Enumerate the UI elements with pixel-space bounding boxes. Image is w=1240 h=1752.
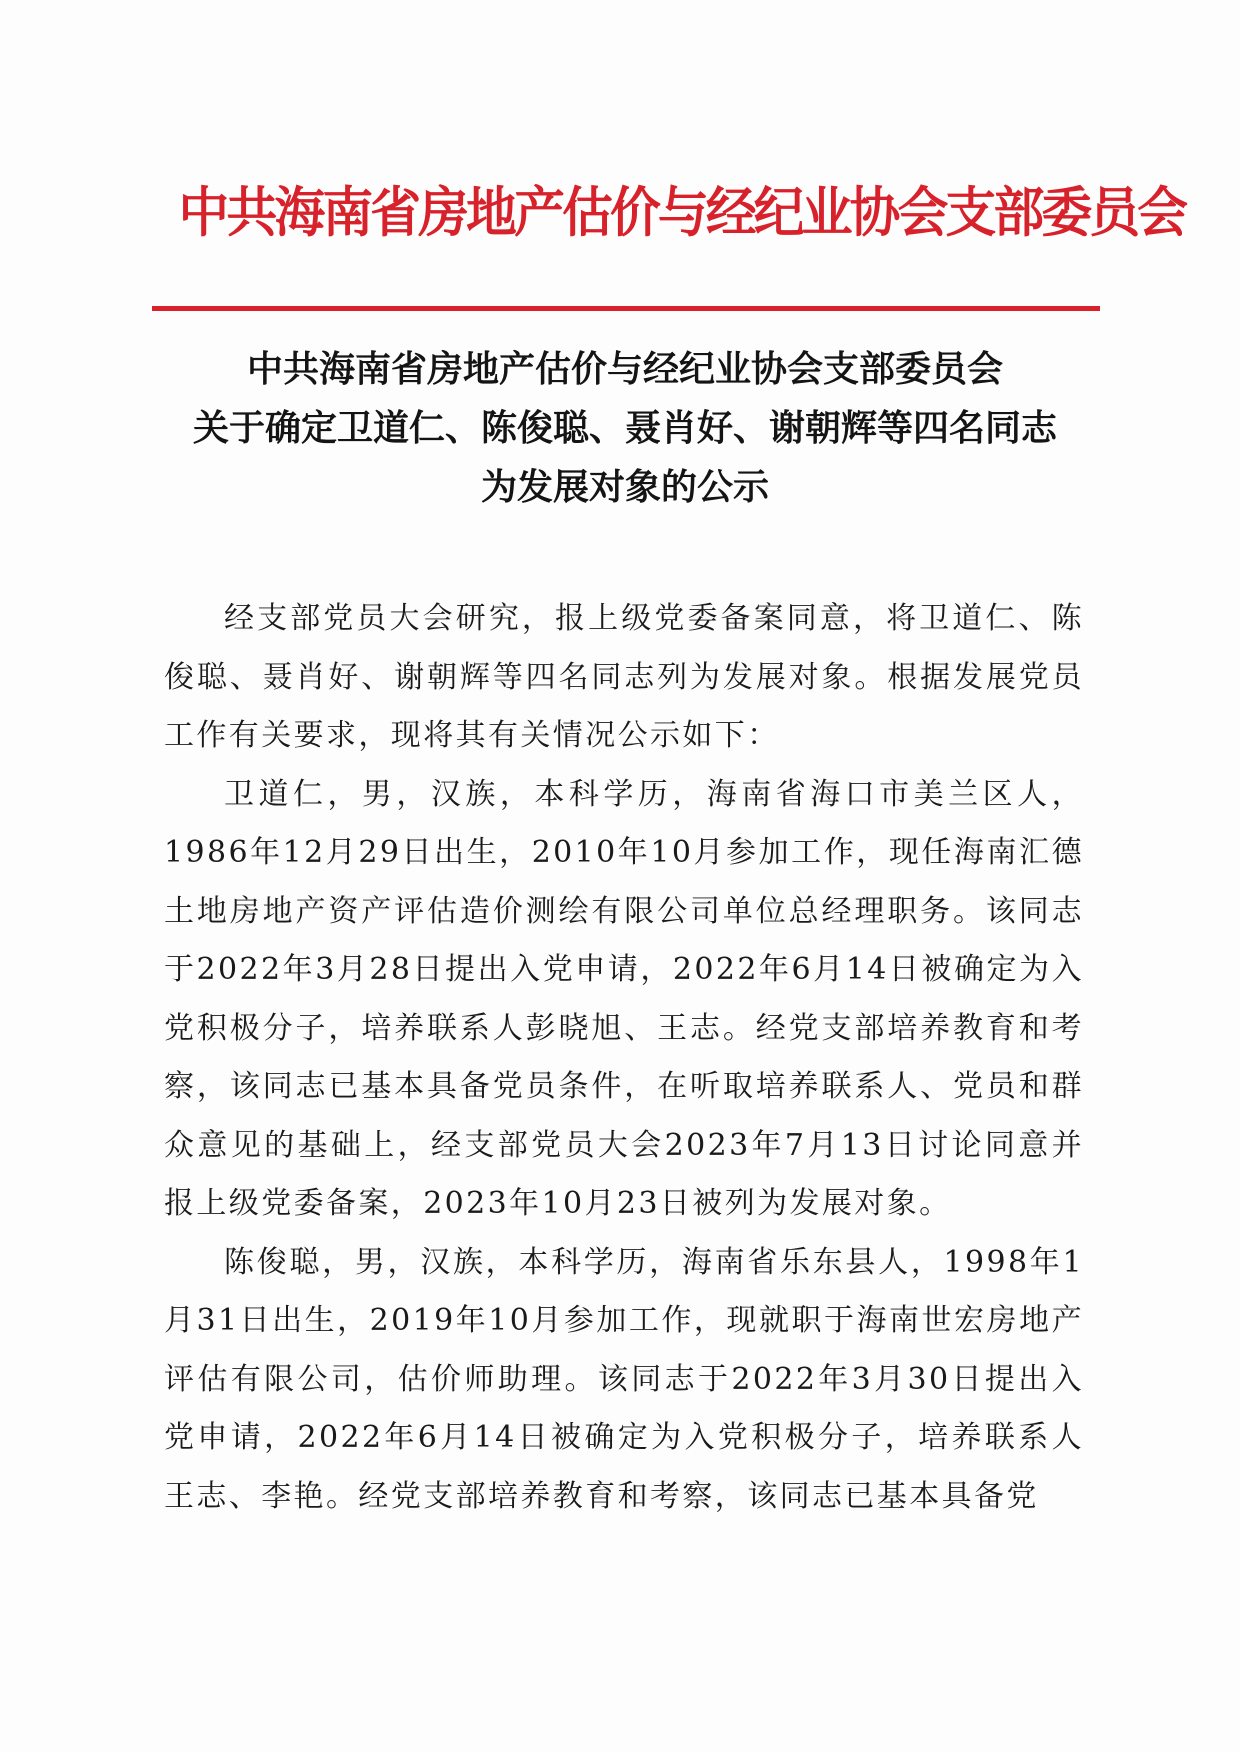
document-title bbox=[150, 340, 1100, 517]
title-line-3: 为发展对象的公示 bbox=[480, 466, 769, 508]
body-paragraph-wei-daoren: 卫道仁，男，汉族，本科学历，海南省海口市美兰区人，1986年12月29日出生，2010年10月参加工作，现任海南汇德土地房地产资产评估造价测绘有限公司单位总经理职务。该同志于2022年3月28日提出入党申请，2022年6月14日被确定为入党积极分子，培养联系人彭晓旭、王志。经党支部培养教育和考察，该同志已基本具备党员条件，在听取培养联系人、党员和群众意见的基础上，经支部党员大会2023年7月13日讨论同意并报上级党委备案，2023年10月23日被列为发展对象。 bbox=[164, 776, 1084, 1221]
body-paragraph-intro: 经支部党员大会研究，报上级党委备案同意，将卫道仁、陈俊聪、聂肖好、谢朝辉等四名同志列为发展对象。根据发展党员工作有关要求，现将其有关情况公示如下： bbox=[164, 601, 1084, 753]
title-line-1: 中共海南省房地产估价与经纪业协会支部委员会 bbox=[246, 348, 1003, 390]
body-paragraph-chen-juncong: 陈俊聪，男，汉族，本科学历，海南省乐东县人，1998年1月31日出生，2019年10月参加工作，现就职于海南世宏房地产评估有限公司，估价师助理。该同志于2022年3月30日提出入党申请，2022年6月14日被确定为入党积极分子，培养联系人王志、李艳。经党支部培养教育和考察，该同志已基本具备党 bbox=[164, 1244, 1084, 1514]
title-line-2: 关于确定卫道仁、陈俊聪、聂肖好、谢朝辉等四名同志 bbox=[192, 407, 1057, 449]
letterhead-red-rule bbox=[152, 306, 1100, 311]
document-body bbox=[164, 590, 1084, 1526]
letterhead-org-name: 中共海南省房地产估价与经纪业协会支部委员会 bbox=[178, 181, 1186, 244]
